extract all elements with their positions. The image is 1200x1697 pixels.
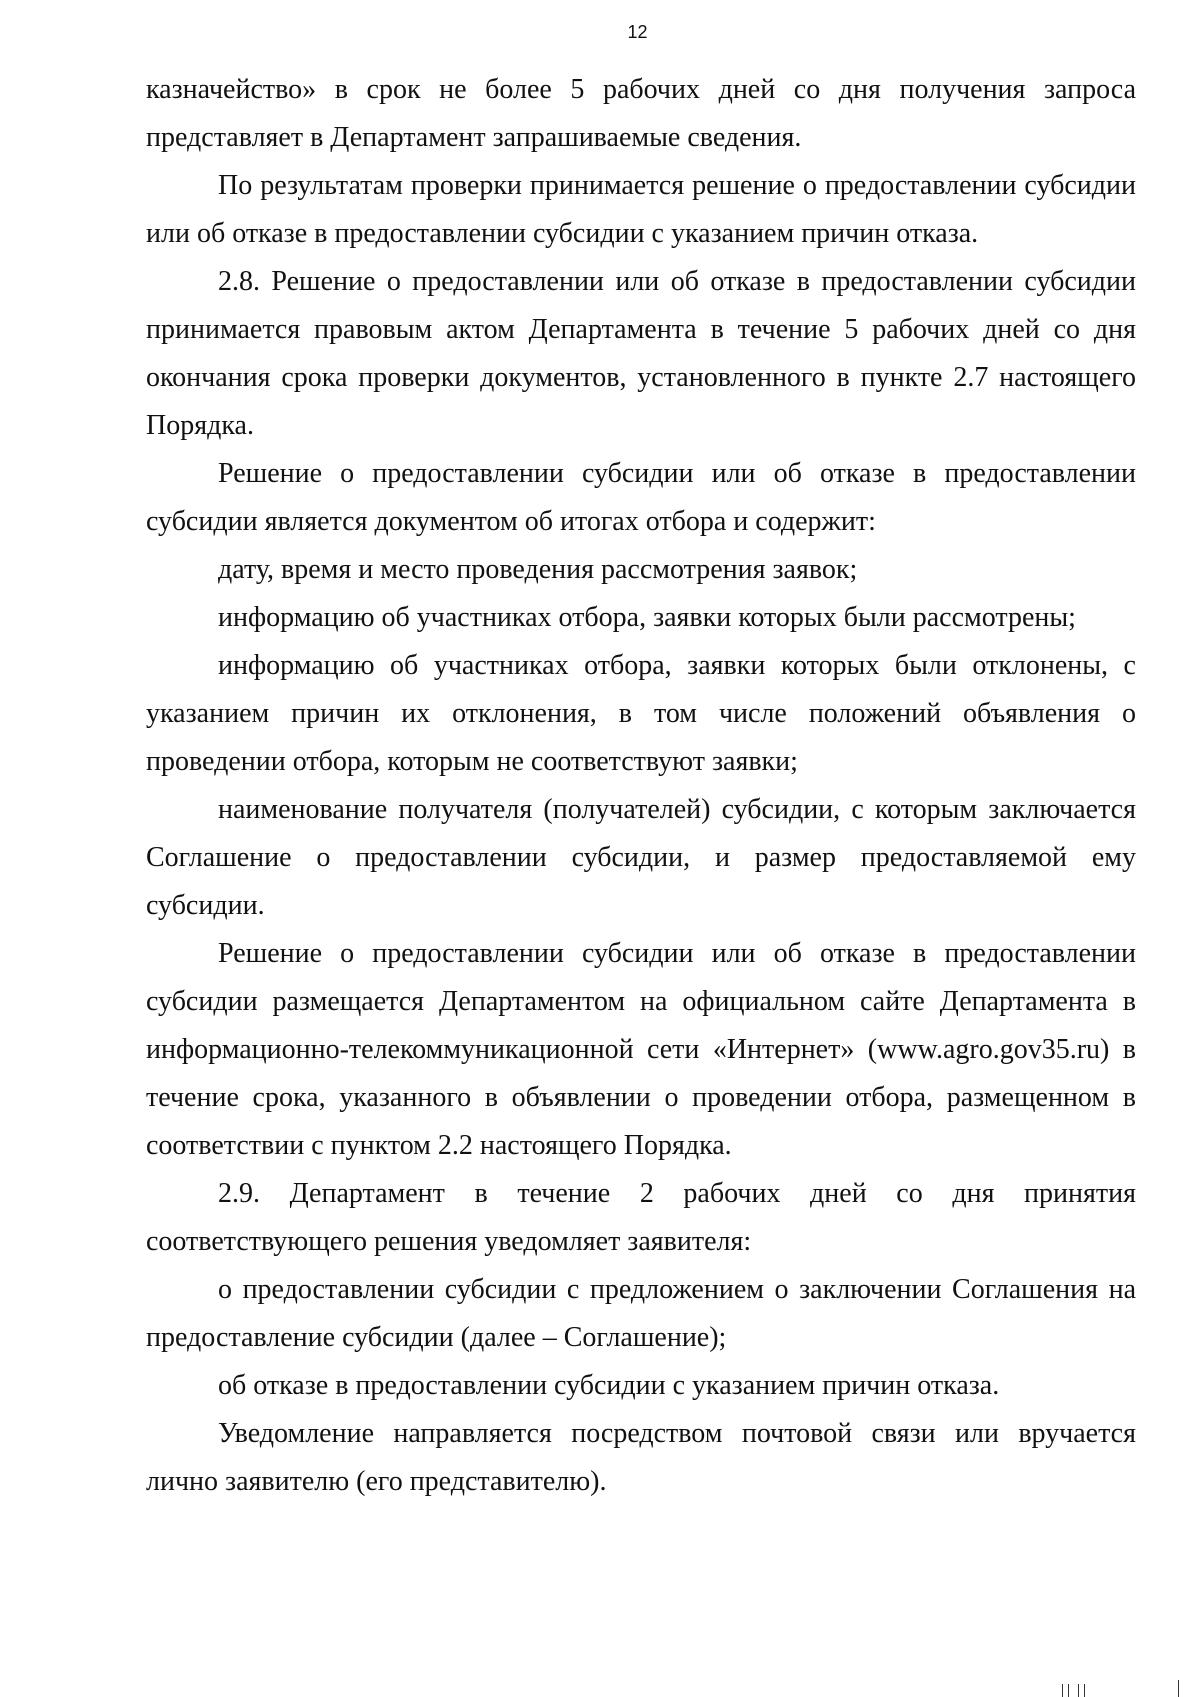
- scan-mark: [1068, 1684, 1069, 1697]
- document-body: [146, 66, 1136, 1506]
- list-item-rejected-participants: информацию об участниках отбора, заявки которых были отклонены, с указанием причин их отклонения, в том числе положений объявления о проведении отбора, которым не соответствуют заявки;: [146, 650, 1136, 777]
- paragraph-decision-publication: Решение о предоставлении субсидии или об отказе в предоставлении субсидии размещается Департаментом на официальном сайте Департамента в информационно-телекоммуникационной сети «Интернет» (www.agro.gov35.ru) в течение срока, указанного в объявлении о проведении отбора, размещенном в соответствии с пунктом 2.2 настоящего Порядка.: [146, 938, 1136, 1161]
- page-number: 12: [627, 22, 648, 42]
- list-item-refusal: об отказе в предоставлении субсидии с указанием причин отказа.: [218, 1370, 1000, 1401]
- scan-mark: [1178, 1680, 1179, 1697]
- paragraph-notification: Уведомление направляется посредством почтовой связи или вручается лично заявителю (его представителю).: [146, 1418, 1136, 1497]
- list-item-date-time: дату, время и место проведения рассмотрения заявок;: [218, 554, 858, 585]
- paragraph-check-results: По результатам проверки принимается решение о предоставлении субсидии или об отказе в предоставлении субсидии с указанием причин отказа.: [146, 170, 1136, 249]
- paragraph-decision-contents: Решение о предоставлении субсидии или об отказе в предоставлении субсидии является документом об итогах отбора и содержит:: [146, 458, 1136, 537]
- paragraph-2-9: 2.9. Департамент в течение 2 рабочих дней со дня принятия соответствующего решения уведомляет заявителя:: [146, 1178, 1136, 1257]
- scan-mark: [1062, 1684, 1063, 1697]
- paragraph-continuation: казначейство» в срок не более 5 рабочих дней со дня получения запроса представляет в Департамент запрашиваемые сведения.: [146, 74, 1136, 153]
- list-item-grant-offer: о предоставлении субсидии с предложением о заключении Соглашения на предоставление субсидии (далее – Соглашение);: [146, 1274, 1136, 1353]
- scan-mark: [1084, 1684, 1085, 1697]
- list-item-recipient-name: наименование получателя (получателей) субсидии, с которым заключается Соглашение о предоставлении субсидии, и размер предоставляемой ему субсидии.: [146, 794, 1136, 921]
- list-item-reviewed-participants: информацию об участниках отбора, заявки которых были рассмотрены;: [218, 602, 1076, 633]
- paragraph-2-8: 2.8. Решение о предоставлении или об отказе в предоставлении субсидии принимается правовым актом Департамента в течение 5 рабочих дней со дня окончания срока проверки документов, установленного в пункте 2.7 настоящего Порядка.: [146, 266, 1136, 441]
- scan-mark: [1078, 1684, 1079, 1697]
